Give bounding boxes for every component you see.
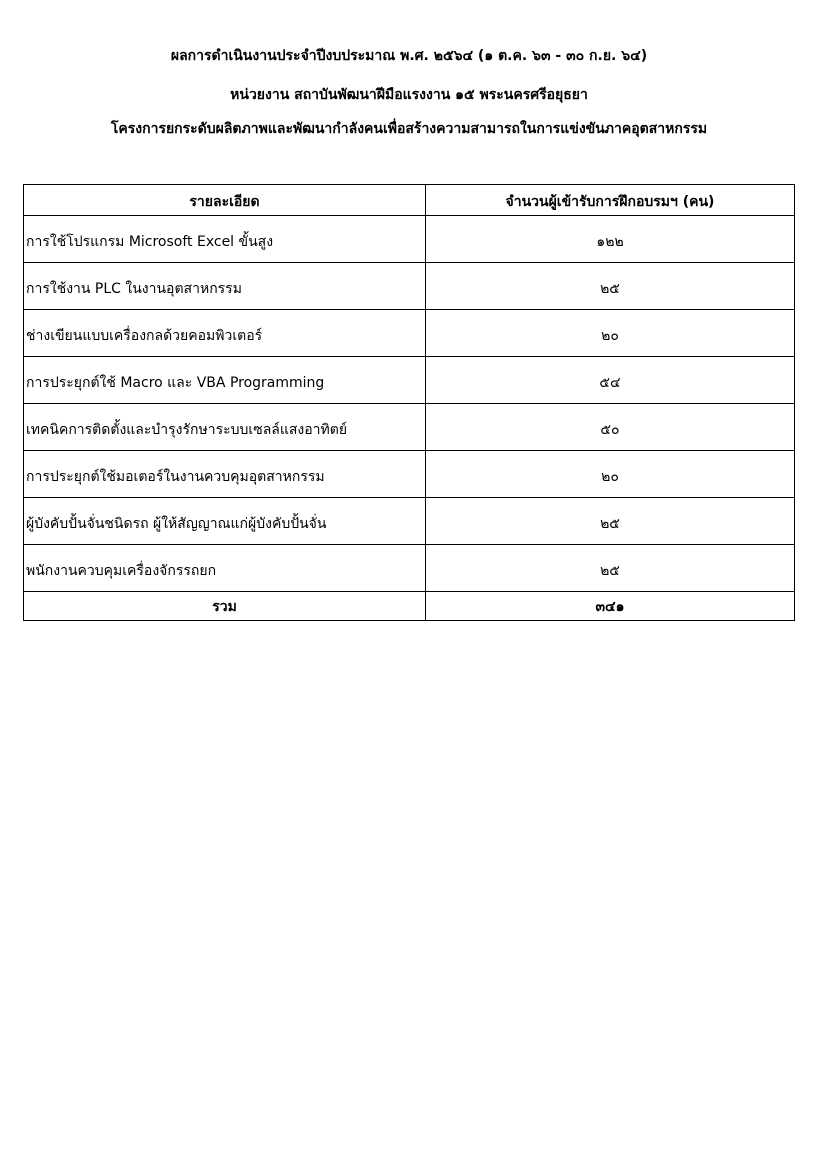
column-header-detail: รายละเอียด <box>24 185 426 216</box>
row-detail: การใช้โปรแกรม Microsoft Excel ขั้นสูง <box>24 216 426 263</box>
project-name: โครงการยกระดับผลิตภาพและพัฒนากำลังคนเพื่อสร้างความสามารถในการแข่งขันภาคอุตสาหกรรม <box>110 121 708 137</box>
row-detail: การประยุกต์ใช้ Macro และ VBA Programming <box>24 357 426 404</box>
table-row <box>24 498 795 545</box>
column-header-count: จำนวนผู้เข้ารับการฝึกอบรมฯ (คน) <box>426 185 795 216</box>
row-count: ๒๕ <box>426 498 795 545</box>
row-count: ๒๕ <box>426 263 795 310</box>
row-count: ๒๐ <box>426 310 795 357</box>
agency-name: หน่วยงาน สถาบันพัฒนาฝีมือแรงงาน ๑๕ พระนครศรีอยุธยา <box>230 87 588 103</box>
table-row <box>24 263 795 310</box>
table-row <box>24 310 795 357</box>
row-detail: ช่างเขียนแบบเครื่องกลด้วยคอมพิวเตอร์ <box>24 310 426 357</box>
total-count: ๓๔๑ <box>426 592 795 621</box>
table-total-row <box>24 592 795 621</box>
row-count: ๕๐ <box>426 404 795 451</box>
table-row <box>24 545 795 592</box>
row-detail: ผู้บังคับปั้นจั่นชนิดรถ ผู้ให้สัญญาณแก่ผู้บังคับปั้นจั่น <box>24 498 426 545</box>
table-header-row <box>24 185 795 216</box>
row-count: ๒๐ <box>426 451 795 498</box>
row-count: ๒๕ <box>426 545 795 592</box>
table-row <box>24 357 795 404</box>
row-detail: การประยุกต์ใช้มอเตอร์ในงานควบคุมอุตสาหกรรม <box>24 451 426 498</box>
table-row <box>24 216 795 263</box>
table-row <box>24 451 795 498</box>
row-count: ๕๔ <box>426 357 795 404</box>
row-detail: เทคนิคการติดตั้งและบำรุงรักษาระบบเซลล์แสงอาทิตย์ <box>24 404 426 451</box>
table-row <box>24 404 795 451</box>
row-detail: การใช้งาน PLC ในงานอุตสาหกรรม <box>24 263 426 310</box>
total-label: รวม <box>24 592 426 621</box>
row-detail: พนักงานควบคุมเครื่องจักรรถยก <box>24 545 426 592</box>
training-summary-table <box>23 184 795 621</box>
row-count: ๑๒๒ <box>426 216 795 263</box>
report-title: ผลการดำเนินงานประจำปีงบประมาณ พ.ศ. ๒๕๖๔ (๑ ต.ค. ๖๓ - ๓๐ ก.ย. ๖๔) <box>170 48 648 64</box>
